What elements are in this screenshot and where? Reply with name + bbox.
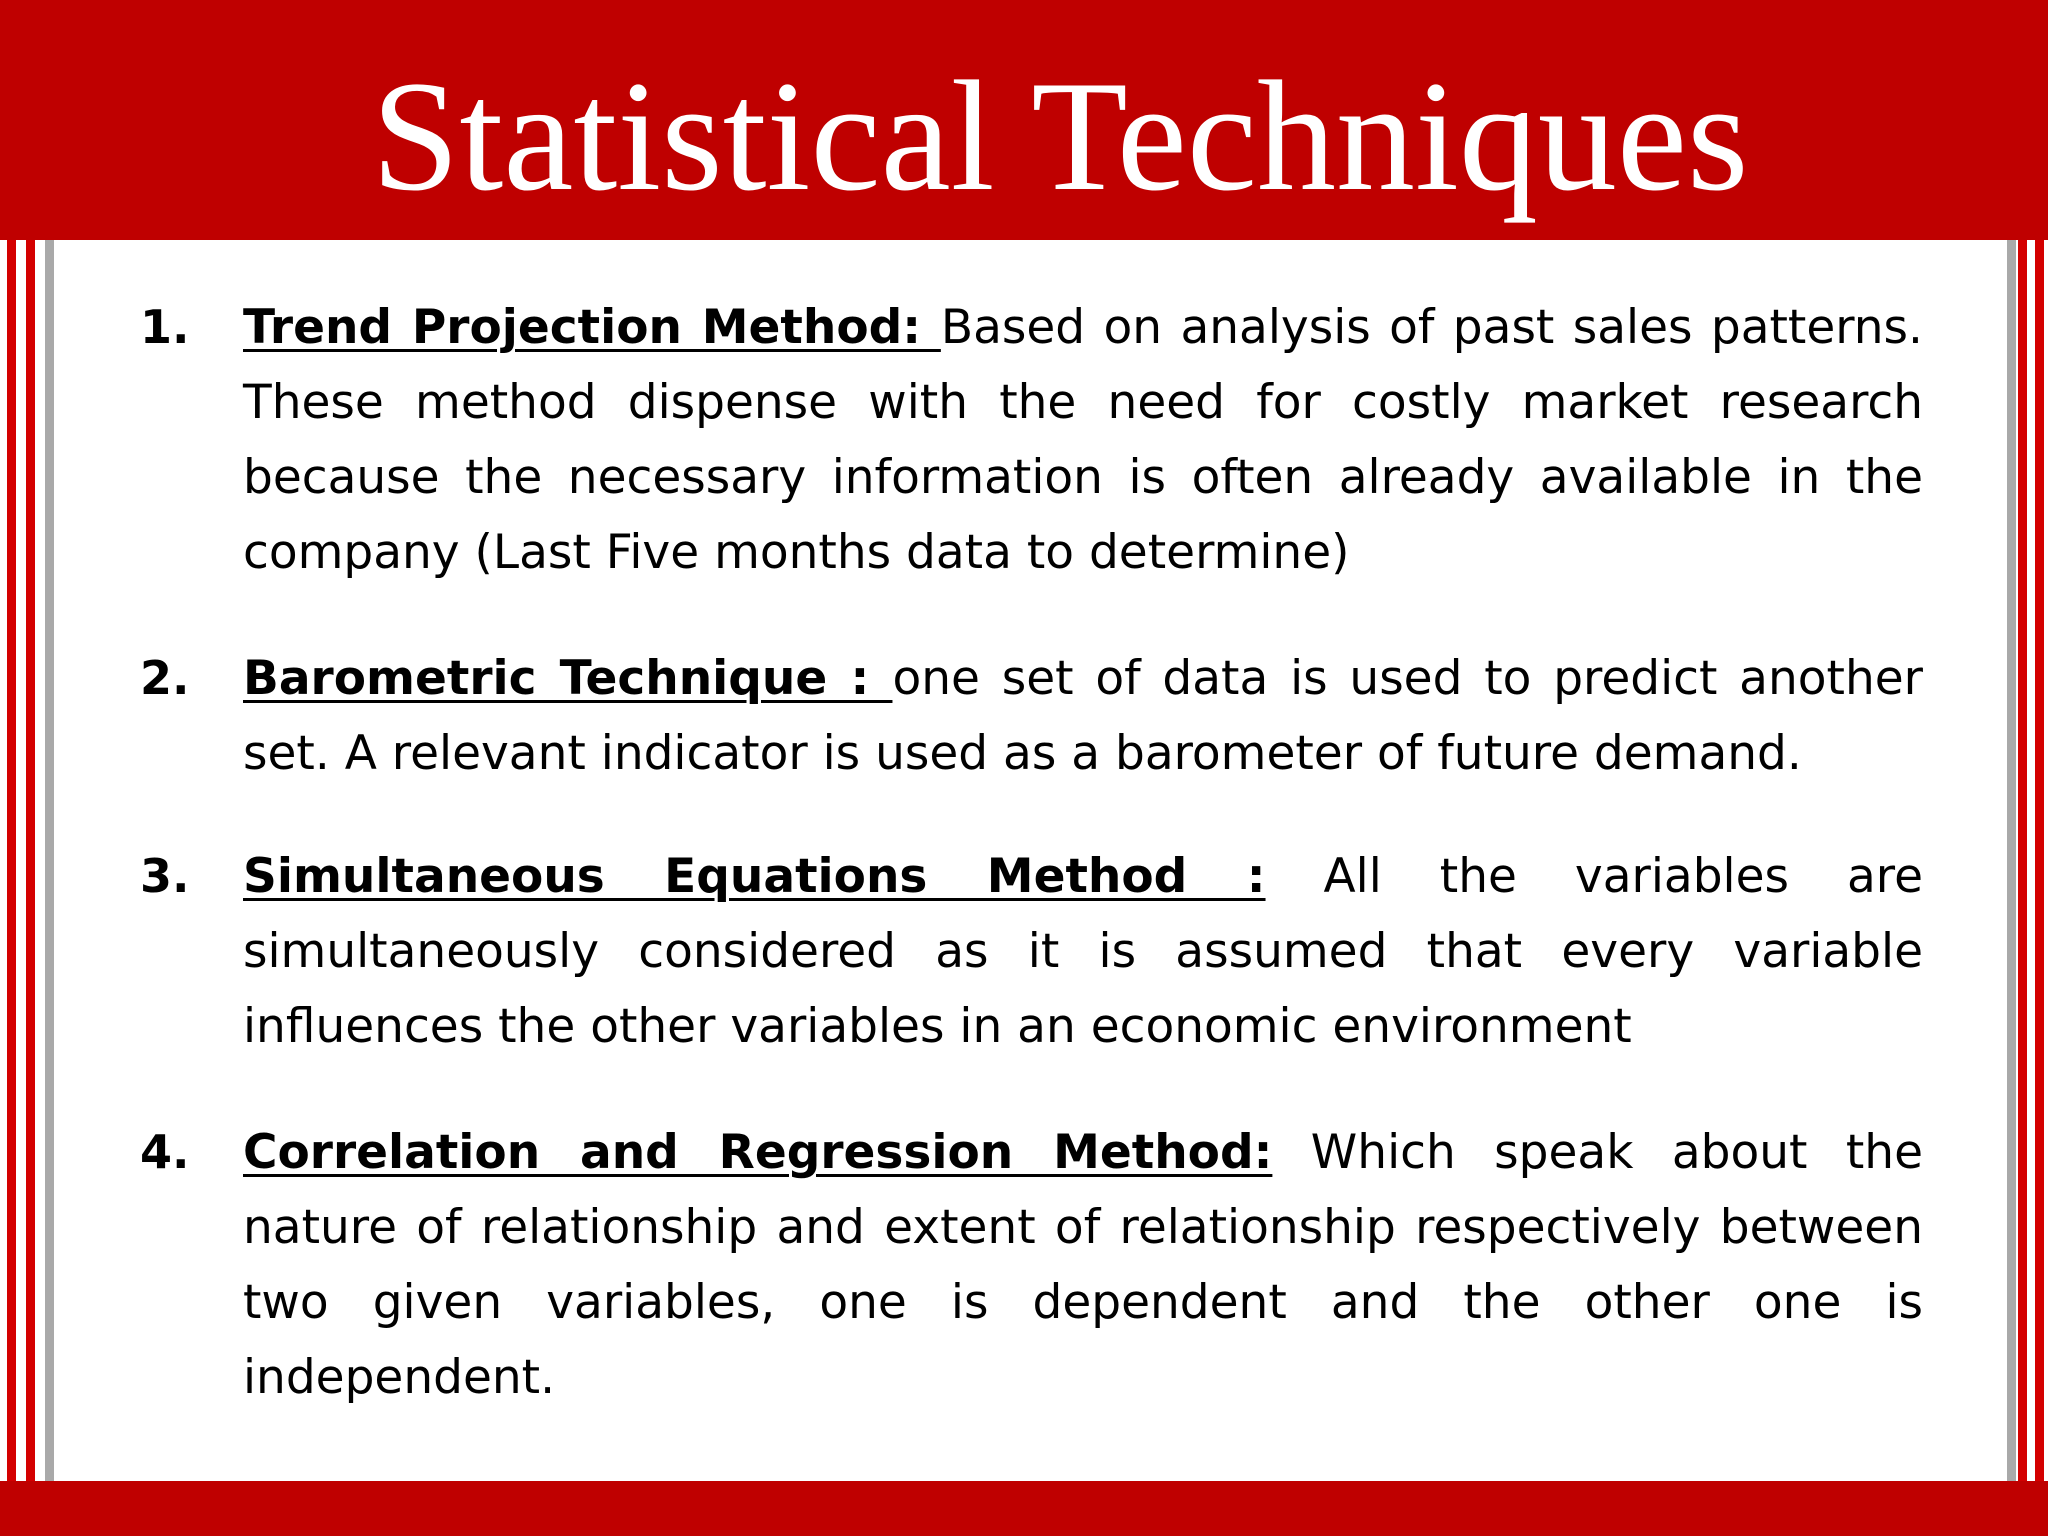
item-number: 3. <box>140 849 190 903</box>
item-number: 4. <box>140 1125 190 1179</box>
right-stripe-inner <box>2018 240 2027 1481</box>
item-term: Simultaneous Equations Method : <box>243 849 1266 904</box>
left-stripe-outer <box>7 240 16 1481</box>
item-text <box>243 839 1923 1064</box>
item-text <box>243 641 1923 791</box>
item-description: Which speak about the nature of relationship and extent of relationship respectively between two given variables, one is dependent and the other one is independent. <box>243 1125 1923 1405</box>
item-number: 2. <box>140 651 190 705</box>
item-text <box>243 1115 1923 1415</box>
footer-banner <box>0 1481 2048 1536</box>
item-description: All the variables are simultaneously considered as it is assumed that every variable influences the other variables in an economic environment <box>243 849 1923 1054</box>
right-stripe-outer <box>2035 240 2044 1481</box>
left-stripe-inner <box>26 240 35 1481</box>
item-description: one set of data is used to predict another set. A relevant indicator is used as a barometer of future demand. <box>243 651 1923 781</box>
item-term: Correlation and Regression Method: <box>243 1125 1273 1180</box>
item-term: Trend Projection Method: <box>243 300 941 355</box>
title-banner <box>0 0 2048 240</box>
item-term: Barometric Technique : <box>243 651 893 706</box>
item-description: Based on analysis of past sales patterns. These method dispense with the need for costly market research because the necessary information is often already available in the company (Last Five months data to determine) <box>243 300 1923 580</box>
right-stripe-gray <box>2007 240 2016 1481</box>
item-text <box>243 290 1923 590</box>
left-stripe-gray <box>45 240 54 1481</box>
slide-title: Statistical Techniques <box>371 49 1749 224</box>
item-number: 1. <box>140 300 190 354</box>
